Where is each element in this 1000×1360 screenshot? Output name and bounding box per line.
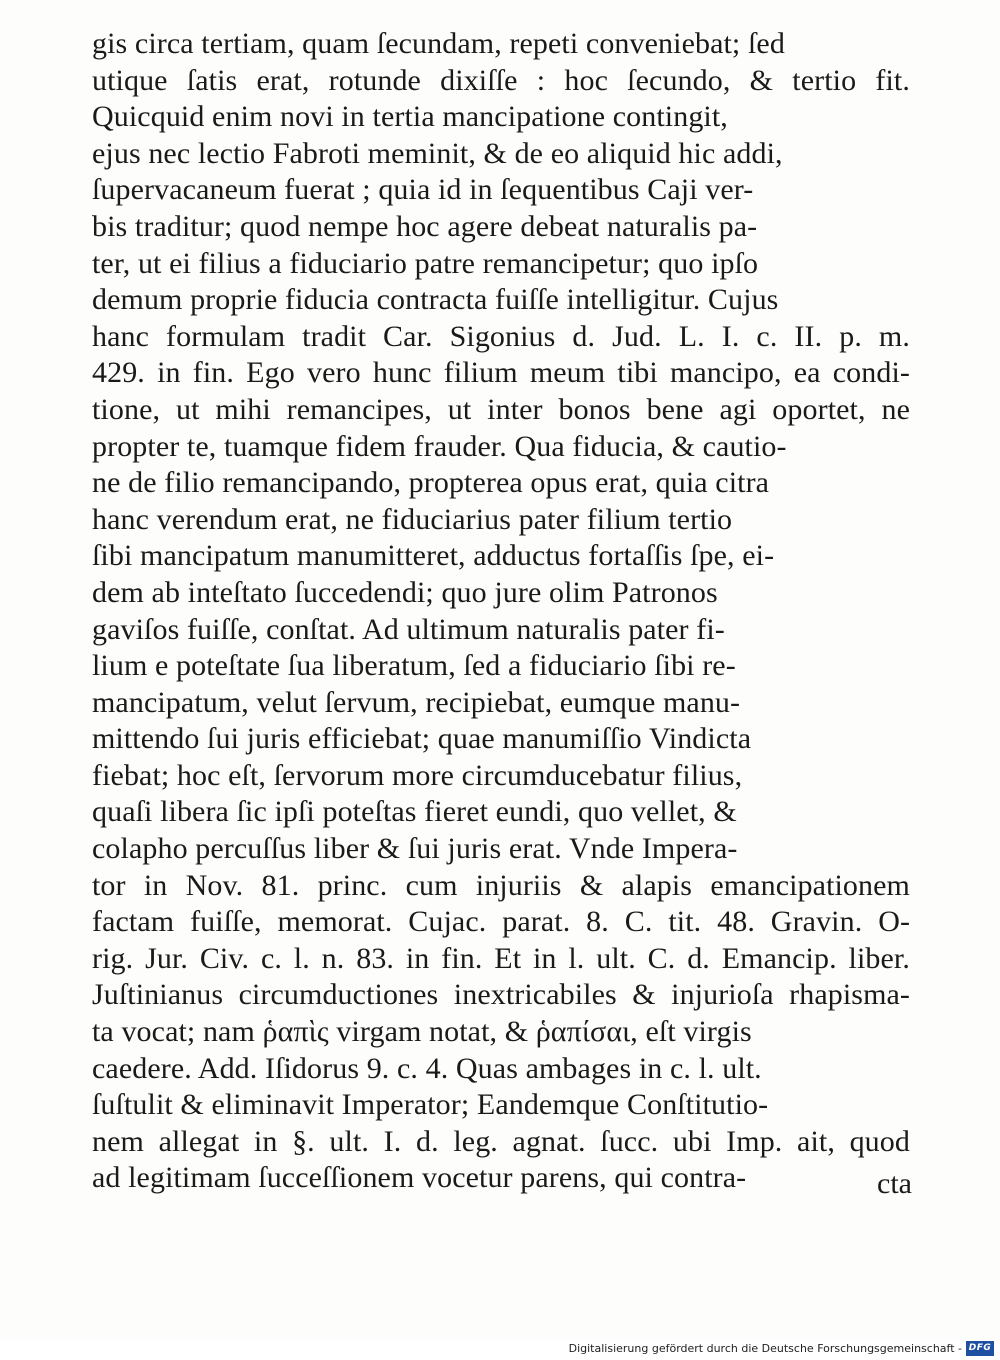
text-line: nem allegat in §. ult. I. d. leg. agnat. ſucc. ubi Imp. ait, quod [92, 1124, 910, 1158]
text-line: ſupervacaneum fuerat ; quia id in ſequentibus Caji ver- [92, 173, 754, 207]
text-line: caedere. Add. Iſidorus 9. c. 4. Quas ambages in c. l. ult. [92, 1051, 762, 1085]
text-line: quaſi libera ſic ipſi poteſtas fieret eundi, quo vellet, & [92, 795, 737, 829]
text-line: mittendo ſui juris efficiebat; quae manumiſſio Vindicta [92, 722, 752, 756]
text-line: bis traditur; quod nempe hoc agere debeat naturalis pa- [92, 209, 758, 243]
dfg-logo-icon: DFG [966, 1341, 994, 1356]
text-line: hanc formulam tradit Car. Sigonius d. Jud. L. I. c. II. p. m. [92, 319, 910, 353]
text-line: dem ab inteſtato ſuccedendi; quo jure olim Patronos [92, 575, 718, 609]
text-line: fiebat; hoc eſt, ſervorum more circumducebatur filius, [92, 758, 743, 792]
digitization-note: Digitalisierung gefördert durch die Deutsche Forschungsgemeinschaft - [568, 1342, 962, 1355]
catchword: cta [877, 1167, 912, 1200]
text-line: ter, ut ei filius a fiduciario patre remancipetur; quo ipſo [92, 246, 759, 280]
text-line: tor in Nov. 81. princ. cum injuriis & alapis emancipationem [92, 868, 910, 902]
body-text [92, 26, 910, 1197]
text-line: factam fuiſſe, memorat. Cujac. parat. 8. C. tit. 48. Gravin. O- [92, 905, 910, 939]
text-line: Quicquid enim novi in tertia mancipatione contingit, [92, 100, 728, 134]
text-line: tione, ut mihi remancipes, ut inter bonos bene agi oportet, ne [92, 392, 910, 426]
text-line: rig. Jur. Civ. c. l. n. 83. in fin. Et in l. ult. C. d. Emancip. liber. [92, 941, 910, 975]
text-line: demum proprie fiducia contracta fuiſſe intelligitur. Cujus [92, 283, 779, 317]
text-line: hanc verendum erat, ne fiduciarius pater filium tertio [92, 502, 733, 536]
text-line: ſuſtulit & eliminavit Imperator; Eandemque Conſtitutio- [92, 1088, 769, 1122]
text-line: Juſtinianus circumductiones inextricabiles & injurioſa rhapisma- [92, 978, 910, 1012]
text-line: ejus nec lectio Fabroti meminit, & de eo aliquid hic addi, [92, 136, 783, 170]
text-line: gaviſos fuiſſe, conſtat. Ad ultimum naturalis pater fi- [92, 612, 725, 646]
text-line: lium e poteſtate ſua liberatum, ſed a fiduciario ſibi re- [92, 649, 736, 683]
text-line: ta vocat; nam ῥαπὶς virgam notat, & ῥαπίσαι, eſt virgis [92, 1015, 752, 1049]
text-line: mancipatum, velut ſervum, recipiebat, eumque manu- [92, 685, 741, 719]
text-line: colapho percuſſus liber & ſui juris erat. Vnde Impera- [92, 832, 738, 866]
text-line: utique ſatis erat, rotunde dixiſſe : hoc ſecundo, & tertio fit. [92, 63, 910, 97]
text-line: 429. in fin. Ego vero hunc filium meum tibi mancipo, ea condi- [92, 356, 910, 390]
text-line: gis circa tertiam, quam ſecundam, repeti conveniebat; ſed [92, 27, 785, 60]
text-line: ad legitimam ſucceſſionem vocetur parens, qui contra- [92, 1161, 747, 1195]
text-line: ſibi mancipatum manumitteret, adductus fortaſſis ſpe, ei- [92, 539, 775, 573]
text-line: propter te, tuamque fidem frauder. Qua fiducia, & cautio- [92, 429, 787, 463]
text-line: ne de filio remancipando, propterea opus erat, quia citra [92, 466, 770, 500]
